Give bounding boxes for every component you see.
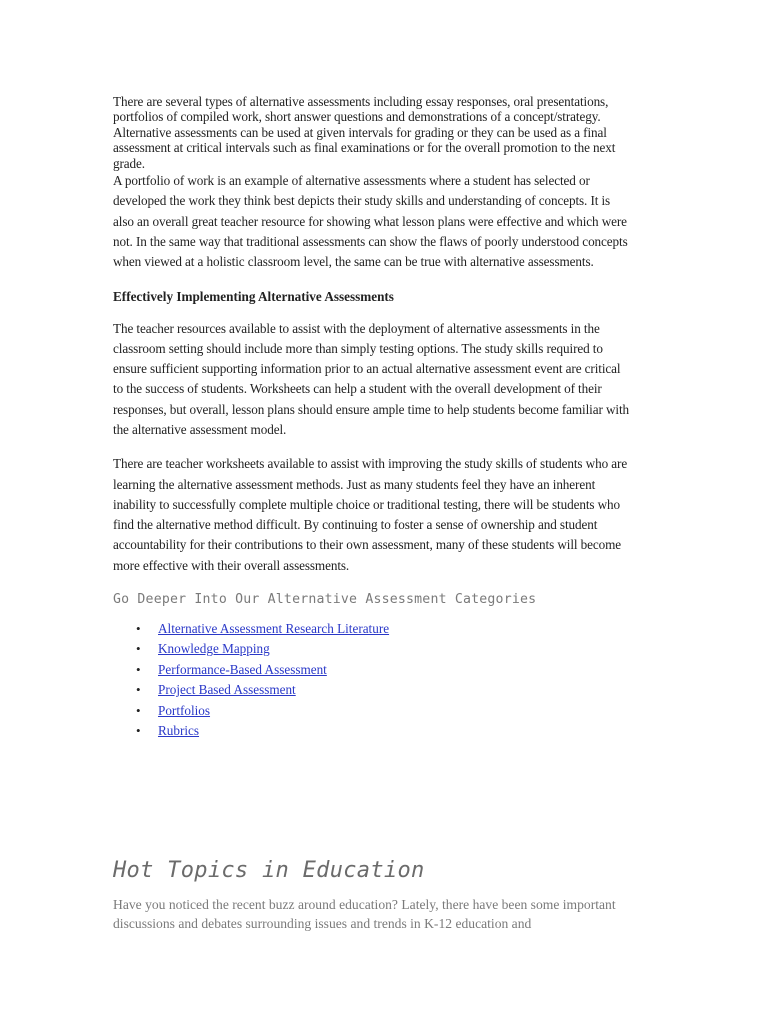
intro-paragraph: There are several types of alternative assessments including essay responses, oral presentations, portfolios of compiled work, short answer questions and demonstrations of a concept/strategy. Alternative assessments can be used at given intervals for grading or they can be used as a final assessment at critical intervals such as final examinations or for the overall promotion to the next grade.: [113, 94, 616, 171]
list-item: [136, 701, 633, 721]
list-item: [136, 680, 633, 700]
bullet-icon: •: [136, 641, 141, 657]
link-performance-based[interactable]: Performance-Based Assessment: [158, 661, 327, 677]
hot-topics-text: Have you noticed the recent buzz around education? Lately, there have been some important discussions and debates surrounding issues and trends in K-12 education and: [113, 897, 616, 931]
category-link-list: [113, 619, 633, 741]
bullet-icon: •: [136, 621, 141, 637]
link-knowledge-mapping[interactable]: Knowledge Mapping: [158, 641, 270, 657]
resources-paragraph: The teacher resources available to assist with the deployment of alternative assessments in the classroom setting should include more than simply testing options. The study skills required to ensure sufficient supporting information prior to an actual alternative assessment event are critical to the success of students. Worksheets can help a student with the overall development of their responses, but overall, lesson plans should ensure ample time to help students become familiar with the alternative assessment model.: [113, 320, 630, 437]
link-rubrics[interactable]: Rubrics: [158, 723, 200, 739]
link-research-literature[interactable]: Alternative Assessment Research Literature: [158, 621, 390, 637]
article-body: [113, 94, 633, 742]
hot-topics-title: Hot Topics in Education: [113, 858, 425, 883]
bullet-icon: •: [136, 682, 141, 698]
link-project-based[interactable]: Project Based Assessment: [158, 682, 296, 698]
list-item: [136, 639, 633, 659]
list-item: [136, 619, 633, 639]
categories-title: Go Deeper Into Our Alternative Assessment Categories: [113, 592, 537, 608]
list-item: [136, 721, 633, 741]
list-item: [136, 660, 633, 680]
worksheets-paragraph: There are teacher worksheets available to assist with improving the study skills of students who are learning the alternative assessment methods. Just as many students feel they have an inherent inability to successfully complete multiple choice or traditional testing, there will be students who find the alternative method difficult. By continuing to foster a sense of ownership and student accountability for their contributions to their own assessment, many of these students will become more effective with their overall assessments.: [113, 456, 628, 573]
bullet-icon: •: [136, 702, 141, 718]
bullet-icon: •: [136, 661, 141, 677]
section-subheading: Effectively Implementing Alternative Assessments: [113, 288, 394, 304]
portfolio-paragraph: A portfolio of work is an example of alternative assessments where a student has selected or developed the work they think best depicts their study skills and understanding of concepts. It is also an overall great teacher resource for showing what lesson plans were effective and which were not. In the same way that traditional assessments can show the flaws of poorly understood concepts when viewed at a holistic classroom level, the same can be true with alternative assessments.: [113, 173, 628, 270]
link-portfolios[interactable]: Portfolios: [158, 702, 211, 718]
bullet-icon: •: [136, 723, 141, 739]
